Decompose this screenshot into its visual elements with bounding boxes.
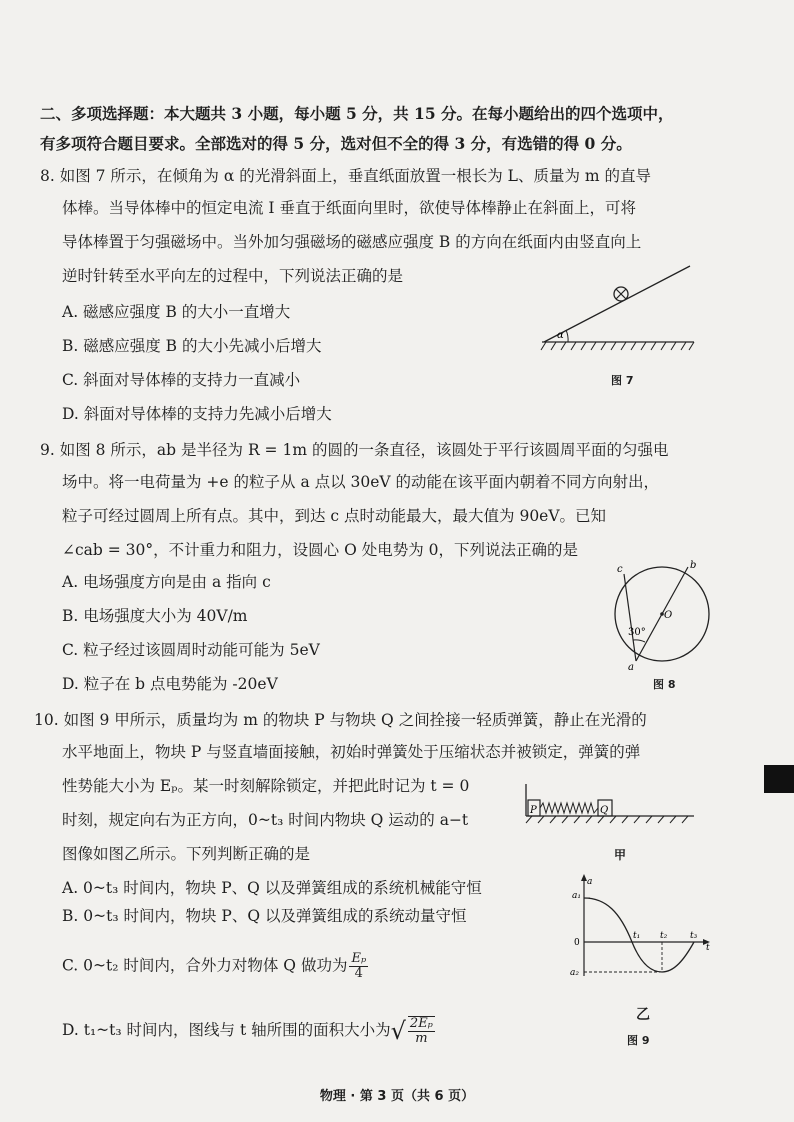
q9-option-b: B. 电场强度大小为 40V/m	[62, 607, 248, 625]
sqrt-sign-icon: √	[390, 1017, 406, 1045]
q10-option-d-numerator: 2Eₚ	[409, 1016, 433, 1031]
q10-option-c	[62, 952, 368, 981]
block-p-label: P	[530, 805, 537, 816]
figure-8-label-o: O	[664, 610, 673, 621]
graph-zero-label: 0	[574, 938, 580, 948]
q9-line4: ∠cab = 30°，不计重力和阻力，设圆心 O 处电势为 0，下列说法正确的是	[62, 541, 578, 559]
q10-option-d-fraction	[408, 1016, 435, 1046]
figure-8-label-c: c	[617, 564, 623, 575]
graph-a2-label: a₂	[570, 968, 579, 978]
q10-line3: 性势能大小为 Eₚ。某一时刻解除锁定，并把此时记为 t = 0	[62, 777, 470, 795]
section-heading-line1: 二、多项选择题：本大题共 3 小题，每小题 5 分，共 15 分。在每小题给出的四个选项中，	[40, 104, 674, 123]
q9-option-d: D. 粒子在 b 点电势能为 -20eV	[62, 675, 278, 693]
figure-9-jia-label: 甲	[614, 848, 627, 862]
figure-9-caption: 图 9	[627, 1034, 650, 1047]
figure-7-angle-label: α	[557, 330, 564, 341]
q8-line3: 导体棒置于匀强磁场中。当外加匀强磁场的磁感应强度 B 的方向在纸面内由竖直向上	[62, 233, 642, 251]
figure-8-angle-label: 30°	[628, 627, 646, 638]
figure-8-label-a: a	[628, 662, 634, 673]
q10-option-d	[62, 1016, 435, 1046]
figure-8-label-b: b	[690, 560, 697, 571]
q8-option-b: B. 磁感应强度 B 的大小先减小后增大	[62, 337, 322, 355]
q9-option-a: A. 电场强度方向是由 a 指向 c	[62, 573, 271, 591]
q8-line2: 体棒。当导体棒中的恒定电流 I 垂直于纸面向里时，欲使导体棒静止在斜面上，可将	[62, 199, 636, 217]
q10-option-c-text: C. 0~t₂ 时间内，合外力对物体 Q 做功为	[62, 956, 348, 975]
graph-t2-label: t₂	[660, 931, 668, 941]
graph-a1-label: a₁	[572, 891, 581, 901]
q8-option-d: D. 斜面对导体棒的支持力先减小后增大	[62, 405, 332, 423]
figure-9-jia-spring	[520, 776, 700, 826]
graph-axis-t-label: t	[706, 943, 710, 953]
figure-8-caption: 图 8	[653, 678, 676, 691]
q10-line4: 时刻，规定向右为正方向，0~t₃ 时间内物块 Q 运动的 a−t	[62, 811, 469, 829]
q8-line4: 逆时针转至水平向左的过程中，下列说法正确的是	[62, 267, 404, 285]
q10-option-d-denominator: m	[415, 1031, 428, 1046]
q9-option-c: C. 粒子经过该圆周时动能可能为 5eV	[62, 641, 320, 659]
q9-line1: 9. 如图 8 所示，ab 是半径为 R = 1m 的圆的一条直径，该圆处于平行该圆周平面的匀强电	[40, 441, 669, 459]
q8-option-a: A. 磁感应强度 B 的大小一直增大	[62, 303, 291, 321]
block-q-label: Q	[600, 805, 609, 816]
figure-9-yi-at-graph	[566, 872, 716, 984]
q10-option-b: B. 0~t₃ 时间内，物块 P、Q 以及弹簧组成的系统动量守恒	[62, 907, 467, 925]
q10-option-a: A. 0~t₃ 时间内，物块 P、Q 以及弹簧组成的系统机械能守恒	[62, 879, 482, 897]
figure-7-incline	[538, 262, 698, 352]
q10-option-c-denominator: 4	[354, 966, 363, 981]
figure-9-yi-label: 乙	[636, 1007, 650, 1023]
q10-line5: 图像如图乙所示。下列判断正确的是	[62, 845, 311, 863]
section-heading-line2: 有多项符合题目要求。全部选对的得 5 分，选对但不全的得 3 分，有选错的得 0 分。	[40, 134, 632, 153]
q10-option-d-text: D. t₁~t₃ 时间内，图线与 t 轴所围的面积大小为	[62, 1021, 391, 1039]
q10-option-c-fraction	[349, 952, 368, 981]
q10-line1: 10. 如图 9 甲所示，质量均为 m 的物块 P 与物块 Q 之间拴接一轻质弹簧，静止在光滑的	[34, 711, 647, 729]
page-footer: 物理 · 第 3 页（共 6 页）	[319, 1089, 475, 1104]
page-edge-tab	[764, 765, 794, 793]
q10-option-c-numerator: Eₚ	[351, 951, 367, 966]
figure-7-caption: 图 7	[611, 374, 634, 387]
q8-option-c: C. 斜面对导体棒的支持力一直减小	[62, 371, 301, 389]
graph-t1-label: t₁	[633, 931, 641, 941]
q9-line3: 粒子可经过圆周上所有点。其中，到达 c 点时动能最大，最大值为 90eV。已知	[62, 507, 607, 525]
q9-line2: 场中。将一电荷量为 +e 的粒子从 a 点以 30eV 的动能在该平面内朝着不同方向射出，	[62, 473, 660, 491]
q10-line2: 水平地面上，物块 P 与竖直墙面接触，初始时弹簧处于压缩状态并被锁定，弹簧的弹	[62, 743, 641, 761]
graph-axis-a-label: a	[587, 877, 593, 887]
figure-8-circle	[606, 562, 726, 672]
q8-line1: 8. 如图 7 所示，在倾角为 α 的光滑斜面上，垂直纸面放置一根长为 L、质量为 m 的直导	[40, 167, 652, 185]
graph-t3-label: t₃	[690, 931, 698, 941]
